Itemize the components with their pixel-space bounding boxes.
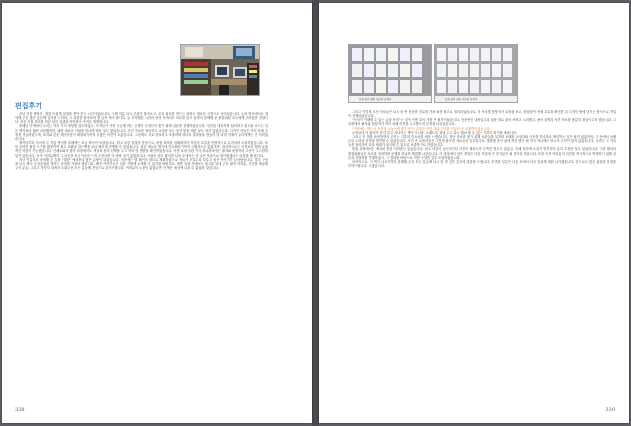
page-number: 339 bbox=[605, 407, 615, 413]
proofs-photo-1-image bbox=[349, 45, 431, 96]
paragraph: “독자가 이해할 수 있는 글을 쓰자”는 것이 이번 호의 가장 큰 원칙이었습니다. 전문적인 내용일수록 쉬운 말로 풀어 쓰려고 노력했고, 용어 설명과 사진 자료를 충분히 곁들이고자 했습니다. 그 과정에서 필자와 편집자가 여러 차례 의견을 주고받으며 문장을 다듬었습니다. bbox=[348, 118, 616, 127]
paragraph: 그리고 이렇게 모인 자료들은 다시 한 번 꼼꼼한 검토를 거쳐 최종 원고로 정리되었습니다. 각 꼭지별 담당자가 교정을 보고, 편집장이 전체 흐름을 확인한 뒤 디자인 팀에 넘기는 방식으로 작업이 진행되었습니다. bbox=[348, 110, 616, 119]
paragraph: 재작년부터 이어져 온 작업 방식을 올해에는 조금 바꾸어 보았습니다. 원고 마감 일정을 앞당기고, 편집 회의를 정례화하여 작업의 흐름을 안정적으로 유지하려 노력하였습니다. 또한 온라인 협업 도구를 활용하여 원고 교환과 피드백을 보다 빠르게 진행할 수 있었습니다. 물론 새로운 방식에 익숙해지기까지 시행착오도 있었지만, 결과적으로는 이전보다 훨씬 효율적인 작업이 가능했습니다. 인쇄소와의 협의 과정에서도 색감과 용지 선택을 두고 여러 번 샘플을 확인하였습니다. 이번 호에 실린 기사 하나하나에는 필자와 편집자의 고민이 고스란히 담겨 있습니다. 독자 여러분께서 그 마음을 조금이나마 느껴 주신다면 더 바랄 것이 없겠습니다. 아쉬운 점도 많지만 다음 호에서는 더 나은 모습으로 찾아뵙겠다는 다짐을 해 봅니다. bbox=[15, 141, 268, 158]
paragraph: 그리고 이 책을 준비하면서 우리는 기록의 중요성을 새삼 느꼈습니다. 지난 자료를 찾기 위해 보관실을 뒤지며 오래된 교정지와 사진을 하나하나 확인하는 일은 쉽지 않았지만, 그 안에서 선배들의 노력과 흔적을 발견할 수 있었습니다. 사진 속 교정지들은 그렇게 찾아낸 자료들의 일부입니다. 빛바랜 종이 위에 적힌 빨간 펜 자국 하나에도 당시의 고민이 담겨 있었습니다. 우리는 그 기록들을 정리하여 다음 세대가 참고할 수 있도록 보관하기로 하였습니다. bbox=[348, 134, 616, 148]
book-spine bbox=[312, 0, 319, 426]
office-photo bbox=[180, 44, 260, 96]
paragraph: 지난 겨울 방학은, 정말 뜨겁게 열정을 쏟아 붓는 시간이었습니다. 그해 여름 다시 추위가 찾아오고, 우리 잡지를 만드는 과정도 새로운 국면으로 들어섰습니다. 눈과 빗속에서도 참여해 주신 많은 분들께 감사를 드리며, 그 과정을 돌아보며 몇 글자 적어 봅니다. 늘 부족했던 시간과 인력 속에서도 서로를 믿고 끝까지 함께해 준 편집위원 모두에게 고마움을 전합니다. 처음 기획 회의를 하던 날의 설렘과 막막함이 아직도 생생합니다. bbox=[15, 112, 268, 125]
photo-caption: 보관 중인 원본 자료와 교정지 bbox=[445, 98, 478, 101]
right-page bbox=[319, 3, 629, 423]
left-page bbox=[2, 3, 312, 423]
paragraph: 무엇보다 이 잡지가 단지 읽고 지나가는 책이 아니라, 오래도록 곁에 두고 다시 펼쳐 볼 수 있는 기록이 되기를 바랍니다. bbox=[352, 130, 517, 135]
proofs-photo-1 bbox=[348, 44, 432, 103]
proofs-photo-2-image bbox=[435, 45, 517, 96]
highlight-text: “이번에는 반드시 독자의 눈높이에 맞추자”는 다짐은 작업 내내 우리를 이끌어 준 나침반이었습니다. bbox=[352, 126, 491, 131]
paragraph: 플래닝 단계에서 우리는 여러 가지 방향을 검토하였고, 독자들이 가장 궁금해 하는 주제가 무엇인지 찾기 위해 설문을 진행하였습니다. 인터뷰 대상자를 섭외하고 원고를 모으는 일은 생각보다 훨씬 어려웠지만, 매번 새로운 사람을 만나며 배운 것도 많았습니다. 사진 자료를 정리하고 교정을 보는 동안 밤을 새운 날도 적지 않았습니다. 디자인 작업은 여러 차례 수정을 거듭하였으며, 표지와 본문 레이아웃이 확정되기까지 수많은 의견이 오갔습니다. 그럼에도 서로 양보하고 조율하며 하나의 결과물을 만들어 낸 과정 자체가 우리에게는 큰 의미였습니다. bbox=[15, 124, 268, 141]
page-number: 338 bbox=[15, 407, 25, 413]
photo-caption: 보관 중인 원본 자료와 교정지 bbox=[359, 98, 392, 101]
right-body-text bbox=[348, 110, 616, 370]
section-title: 편집후기 bbox=[15, 102, 43, 110]
paragraph: 지난 여름부터 준비해 온 특집 기획은 예상보다 많은 분량이 되었습니다. 처음에는 몇 페이지 정도로 계획하였으나 자료가 모일수록 다루고 싶은 이야기가 늘어났습니다. 결국 구성을 다시 짜고 우선순위를 정하는 과정을 거쳐야 했습니다. 빠진 이야기들은 다음 기회에 소개할 수 있기를 바랍니다. 바쁜 일정 속에서도 원고를 보내 주신 필자 여러분, 사진을 제공해 주신 분들, 그리고 묵묵히 뒤에서 도와주신 모든 분들께 진심으로 감사드립니다. 여러분의 도움이 없었다면 이 책은 세상에 나올 수 없었을 것입니다. bbox=[15, 157, 268, 171]
paragraph: 마지막으로, 이 책이 나오기까지 함께해 주신 모든 분들께 다시 한 번 깊은 감사의 말씀을 드립니다. 부족한 부분은 다음 호에서 더욱 알차게 채워 나가겠습니다. 앞으로도 많은 관심과 응원을 부탁드립니다. 고맙습니다. bbox=[348, 159, 616, 169]
proofs-photo-2 bbox=[434, 44, 518, 103]
office-photo-image bbox=[181, 45, 259, 95]
left-body-text bbox=[15, 112, 268, 367]
paragraph: 편집 과정에서는 예상치 못한 어려움도 있었습니다. 원고 마감이 늦어지거나 사진의 해상도가 부족한 경우도 있었고, 인쇄 직전에 오류가 발견되어 급히 수정한 일도 있었습니다. 그럴 때마다 편집위원들은 서로를 격려하며 문제를 하나씩 해결해 나갔습니다. 이 과정에서 얻은 경험은 다음 작업에 큰 밑거름이 될 것이라 믿습니다. 또한 독자 여러분의 의견을 적극적으로 반영하기 위해 설문과 간담회를 진행하였고, 그 결과를 바탕으로 지면 구성을 일부 조정하였습니다. bbox=[348, 147, 616, 160]
